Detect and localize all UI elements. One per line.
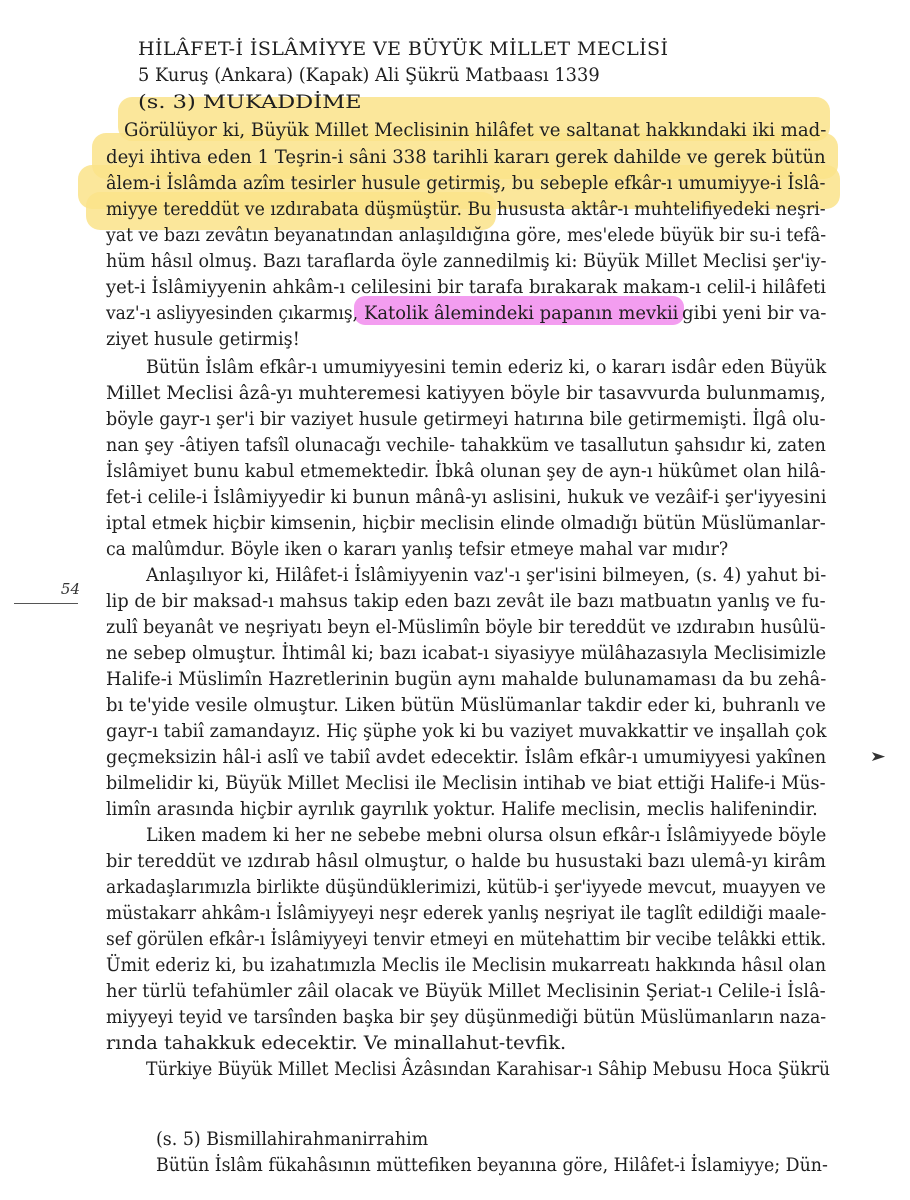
section-heading-bismillah: (s. 5) Bismillahirahmanirrahim bbox=[156, 1129, 429, 1150]
body-line: bir tereddüt ve ızdırab hâsıl olmuştur, o halde bu husustaki bazı ulemâ-yı kirâm bbox=[106, 851, 826, 872]
body-line: geçmeksizin hâl-i aslî ve tabiî avdet edecektir. İslâm efkâr-ı umumiyyesi yakînen bbox=[106, 747, 827, 768]
body-line: sef görülen efkâr-ı İslâmiyyeyi tenvir etmeyi en mütehattim bir vecibe telâkki ettik. bbox=[106, 929, 827, 950]
body-line: Bütün İslâm fükahâsının müttefiken beyanına göre, Hilâfet-i İslamiyye; Dün- bbox=[156, 1155, 828, 1176]
body-line: bı te'yide vesile olmuştur. Liken bütün Müslümanlar takdir eder ki, buhranlı ve bbox=[106, 695, 826, 716]
body-line: Anlaşılıyor ki, Hilâfet-i İslâmiyyenin vaz'-ı şer'isini bilmeyen, (s. 4) yahut bi- bbox=[146, 565, 827, 586]
body-line: lip de bir maksad-ı mahsus takip eden bazı zevât ile bazı matbuatın yanlış ve fu- bbox=[106, 591, 826, 612]
body-line: arkadaşlarımızla birlikte düşündüklerimizi, kütüb-i şer'iyyede mevcut, muayyen ve bbox=[106, 877, 826, 898]
margin-page-number: 54 bbox=[60, 580, 80, 598]
body-line: fet-i celile-i İslâmiyyedir ki bunun mânâ-yı aslisini, hukuk ve vezâif-i şer'iyyesini bbox=[106, 487, 827, 508]
body-line: limîn arasında hiçbir ayrılık gayrılık yoktur. Halife meclisin, meclis halifenindir. bbox=[106, 799, 818, 820]
body-line: ne sebep olmuştur. İhtimâl ki; bazı icabat-ı siyasiyye mülâhazasıyla Meclisimizle bbox=[106, 643, 827, 664]
body-line: Görülüyor ki, Büyük Millet Meclisinin hilâfet ve saltanat hakkındaki iki mad- bbox=[124, 120, 827, 141]
body-line: böyle gayr-ı şer'i bir vaziyet husule getirmeyi hatırına bile getirmemişti. İlgâ olu- bbox=[106, 409, 826, 430]
body-line: iptal etmek hiçbir kimsenin, hiçbir meclisin elinde olmadığı bütün Müslümanlar- bbox=[106, 513, 826, 534]
body-line: vaz'-ı asliyyesinden çıkarmış, bbox=[106, 303, 359, 324]
section-heading-mukaddime: (s. 3) MUKADDİME bbox=[138, 92, 362, 113]
body-line: Ümit ederiz ki, bu izahatımızla Meclis ile Meclisin mukarreatı hakkında hâsıl olan bbox=[106, 955, 827, 976]
document-title: HİLÂFET-İ İSLÂMİYYE VE BÜYÜK MİLLET MECLİSİ bbox=[138, 39, 669, 60]
body-line: nan şey -âtiyen tafsîl olunacağı vechile- tahakküm ve tasallutun şahsıdır ki, zaten bbox=[106, 435, 826, 456]
body-line: müstakarr ahkâm-ı İslâmiyyeyi neşr ederek yanlış neşriyat ile taglît edildiği maale- bbox=[106, 903, 827, 924]
body-line: miyye tereddüt ve ızdırabata düşmüştür. Bu hususta aktâr-ı muhtelifiyedeki neşri- bbox=[106, 199, 826, 220]
signature-line: Türkiye Büyük Millet Meclisi Âzâsından Karahisar-ı Sâhip Mebusu Hoca Şükrü bbox=[146, 1059, 830, 1080]
body-line: deyi ihtiva eden 1 Teşrin-i sâni 338 tarihli kararı gerek dahilde ve gerek bütün bbox=[106, 147, 826, 168]
body-line: rında tahakkuk edecektir. Ve minallahut-tevfik. bbox=[106, 1033, 567, 1054]
body-line: ziyet husule getirmiş! bbox=[106, 329, 300, 350]
margin-arrow-icon: ➤ bbox=[869, 749, 887, 765]
body-line: âlem-i İslâmda azîm tesirler husule getirmiş, bu sebeple efkâr-ı umumiyye-i İslâ- bbox=[106, 173, 826, 194]
body-line: zulî beyanât ve neşriyatı beyn el-Müslimîn böyle bir tereddüt ve ızdırabın husûlü- bbox=[106, 617, 826, 638]
body-line: her türlü tefahümler zâil olacak ve Büyük Millet Meclisinin Şeriat-ı Celile-i İslâ- bbox=[106, 981, 826, 1002]
body-line: gayr-ı tabiî zamandayız. Hiç şüphe yok ki bu vaziyet muvakkattir ve inşallah çok bbox=[106, 721, 827, 742]
body-line: ca malûmdur. Böyle iken o kararı yanlış tefsir etmeye mahal var mıdır? bbox=[106, 539, 729, 560]
body-line: hüm hâsıl olmuş. Bazı taraflarda öyle zannedilmiş ki: Büyük Millet Meclisi şer'iy- bbox=[106, 251, 827, 272]
body-line: Millet Meclisi âzâ-yı muhteremesi katiyyen böyle bir tasavvurda bulunmamış, bbox=[106, 383, 826, 404]
body-line: yet-i İslâmiyyenin ahkâm-ı celilesini bir tarafa bırakarak makam-ı celil-i hilâfeti bbox=[106, 277, 827, 298]
margin-rule bbox=[14, 603, 78, 604]
body-line: yat ve bazı zevâtın beyanatından anlaşıldığına göre, mes'elede büyük bir su-i tefâ- bbox=[106, 225, 827, 246]
body-line: Bütün İslâm efkâr-ı umumiyyesini temin ederiz ki, o kararı isdâr eden Büyük bbox=[146, 357, 827, 378]
body-line: Halife-i Müslimîn Hazretlerinin bugün aynı mahalde bulunamaması da bu zehâ- bbox=[106, 669, 827, 690]
body-line: Liken madem ki her ne sebebe mebni olursa olsun efkâr-ı İslâmiyyede böyle bbox=[146, 825, 827, 846]
publication-line: 5 Kuruş (Ankara) (Kapak) Ali Şükrü Matbaası 1339 bbox=[138, 65, 600, 86]
body-line: İslâmiyet bunu kabul etmemektedir. İbkâ olunan şey de ayn-ı hükûmet olan hilâ- bbox=[106, 461, 826, 482]
body-line: gibi yeni bir va- bbox=[682, 303, 827, 324]
highlighted-phrase: Katolik âlemindeki papanın mevkii bbox=[364, 303, 679, 324]
body-line: bilmelidir ki, Büyük Millet Meclisi ile Meclisin intihab ve biat ettiği Halife-i Müs- bbox=[106, 773, 826, 794]
body-line: miyyeyi teyid ve tarsînden başka bir şey düşünmediği bütün Müslümanların naza- bbox=[106, 1007, 827, 1028]
